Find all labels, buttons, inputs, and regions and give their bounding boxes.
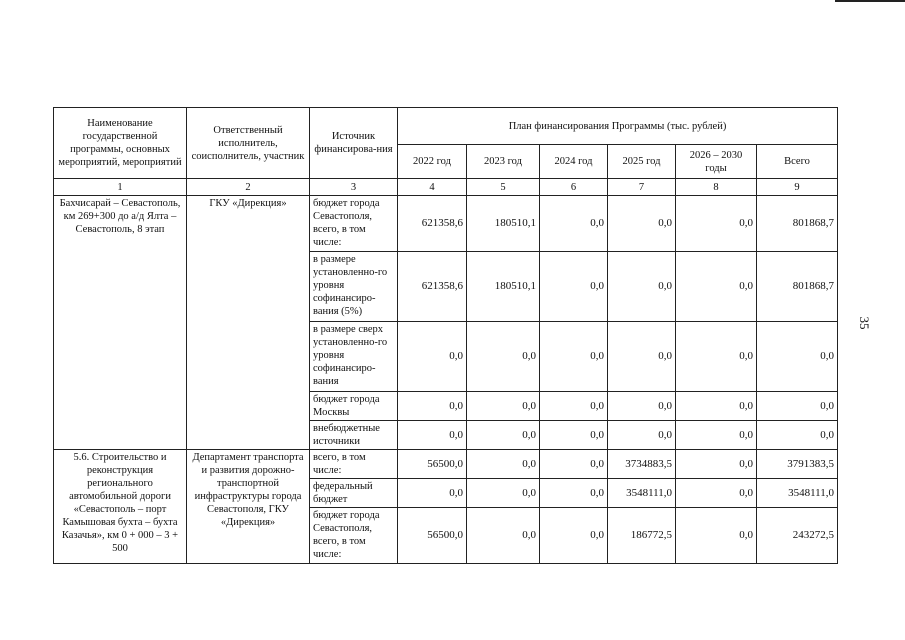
measure-name: Бахчисарай – Севастополь, км 269+300 до а/д Ялта – Севастополь, 8 этап	[54, 196, 187, 450]
value-cell: 0,0	[398, 479, 467, 508]
value-cell: 0,0	[540, 392, 608, 421]
value-cell: 0,0	[540, 508, 608, 564]
header-plan: План финансирования Программы (тыс. рублей)	[398, 108, 838, 145]
column-index: 1	[54, 179, 187, 196]
value-cell: 0,0	[540, 450, 608, 479]
value-cell: 0,0	[540, 322, 608, 392]
value-cell: 186772,5	[608, 508, 676, 564]
header-total: Всего	[757, 145, 838, 179]
value-cell: 180510,1	[467, 252, 540, 322]
top-rule	[835, 0, 905, 2]
value-cell: 621358,6	[398, 252, 467, 322]
funding-source: всего, в том числе:	[310, 450, 398, 479]
financing-table	[53, 107, 838, 564]
column-index: 7	[608, 179, 676, 196]
value-cell: 621358,6	[398, 196, 467, 252]
funding-source: бюджет города Москвы	[310, 392, 398, 421]
value-cell: 0,0	[608, 252, 676, 322]
header-year: 2022 год	[398, 145, 467, 179]
value-cell: 801868,7	[757, 196, 838, 252]
value-cell: 0,0	[676, 508, 757, 564]
value-cell: 0,0	[540, 479, 608, 508]
value-cell: 0,0	[467, 322, 540, 392]
header-name: Наименование государственной программы, основных мероприятий, мероприятий	[54, 108, 187, 179]
measure-name: 5.6. Строительство и реконструкция регионального автомобильной дороги «Севастополь – порт Камышовая бухта – бухта Казачья», км 0 + 000 – 3 + 500	[54, 450, 187, 564]
value-cell: 56500,0	[398, 508, 467, 564]
funding-source: в размере сверх установленно-го уровня софинансиро-вания	[310, 322, 398, 392]
value-cell: 0,0	[398, 322, 467, 392]
value-cell: 180510,1	[467, 196, 540, 252]
value-cell: 0,0	[540, 196, 608, 252]
value-cell: 0,0	[757, 421, 838, 450]
header-executor: Ответственный исполнитель, соисполнитель, участник	[187, 108, 310, 179]
header-year: 2024 год	[540, 145, 608, 179]
value-cell: 3791383,5	[757, 450, 838, 479]
value-cell: 801868,7	[757, 252, 838, 322]
table-row	[54, 450, 838, 479]
funding-source: бюджет города Севастополя, всего, в том числе:	[310, 196, 398, 252]
value-cell: 0,0	[540, 421, 608, 450]
value-cell: 3548111,0	[757, 479, 838, 508]
value-cell: 0,0	[398, 421, 467, 450]
value-cell: 0,0	[608, 322, 676, 392]
header-year: 2026 – 2030 годы	[676, 145, 757, 179]
value-cell: 0,0	[608, 392, 676, 421]
column-index: 5	[467, 179, 540, 196]
value-cell: 0,0	[757, 392, 838, 421]
funding-source: бюджет города Севастополя, всего, в том числе:	[310, 508, 398, 564]
page-number: 35	[857, 316, 872, 330]
table-row	[54, 196, 838, 252]
funding-source: федеральный бюджет	[310, 479, 398, 508]
header-year: 2023 год	[467, 145, 540, 179]
value-cell: 3734883,5	[608, 450, 676, 479]
value-cell: 0,0	[540, 252, 608, 322]
value-cell: 243272,5	[757, 508, 838, 564]
value-cell: 0,0	[676, 479, 757, 508]
value-cell: 0,0	[467, 479, 540, 508]
value-cell: 0,0	[757, 322, 838, 392]
executor-name: ГКУ «Дирекция»	[187, 196, 310, 450]
column-index: 2	[187, 179, 310, 196]
value-cell: 56500,0	[398, 450, 467, 479]
value-cell: 0,0	[676, 322, 757, 392]
executor-name: Департамент транспорта и развития дорожно-транспортной инфраструктуры города Севастополя, ГКУ «Дирекция»	[187, 450, 310, 564]
value-cell: 0,0	[467, 421, 540, 450]
value-cell: 0,0	[676, 252, 757, 322]
value-cell: 3548111,0	[608, 479, 676, 508]
value-cell: 0,0	[467, 392, 540, 421]
value-cell: 0,0	[676, 421, 757, 450]
funding-source: внебюджетные источники	[310, 421, 398, 450]
column-index: 4	[398, 179, 467, 196]
value-cell: 0,0	[676, 196, 757, 252]
header-source: Источник финансирова-ния	[310, 108, 398, 179]
value-cell: 0,0	[676, 450, 757, 479]
column-index: 8	[676, 179, 757, 196]
value-cell: 0,0	[467, 508, 540, 564]
funding-source: в размере установленно-го уровня софинансиро-вания (5%)	[310, 252, 398, 322]
header-year: 2025 год	[608, 145, 676, 179]
column-index: 6	[540, 179, 608, 196]
value-cell: 0,0	[467, 450, 540, 479]
value-cell: 0,0	[608, 196, 676, 252]
value-cell: 0,0	[398, 392, 467, 421]
column-index: 9	[757, 179, 838, 196]
value-cell: 0,0	[676, 392, 757, 421]
column-index: 3	[310, 179, 398, 196]
value-cell: 0,0	[608, 421, 676, 450]
